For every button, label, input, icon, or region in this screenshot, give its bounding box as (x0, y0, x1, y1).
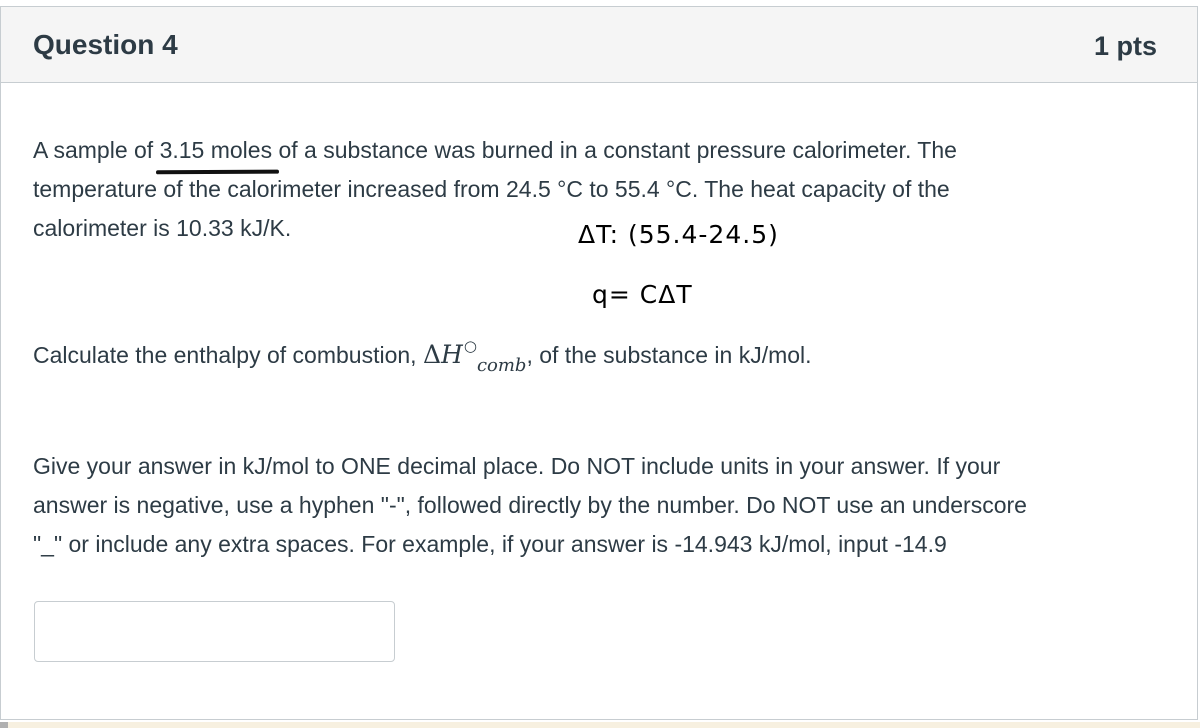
math-delta: Δ (422, 340, 442, 369)
math-sub-comb: comb (476, 355, 527, 376)
question-title: Question 4 (33, 29, 178, 60)
instruction-line-3: "_" or include any extra spaces. For example, if your answer is -14.943 kJ/mol, input -14.9 (33, 531, 947, 557)
bottom-strip (0, 722, 1200, 728)
answer-input[interactable] (34, 601, 395, 662)
text-sample-pre: A sample of (33, 137, 154, 163)
instruction-line-1: Give your answer in kJ/mol to ONE decimal place. Do NOT include units in your answer. If your (33, 453, 1001, 479)
text-calc-pre: Calculate the enthalpy of combustion, (33, 342, 417, 368)
text-calc-post: , of the substance in kJ/mol. (526, 342, 812, 368)
handwritten-q-formula-note: q= CΔT (592, 280, 693, 309)
bottom-strip-mark (0, 722, 8, 728)
question-text-line-1 (33, 131, 957, 170)
math-degree: ○ (463, 337, 477, 355)
math-h: H (441, 340, 463, 369)
handwritten-delta-t-note: ΔT: (55.4-24.5) (578, 220, 779, 249)
underlined-moles: 3.15 moles (160, 131, 273, 170)
delta-h-comb-formula (422, 337, 527, 376)
question-text-line-3: calorimeter is 10.33 kJ/K. (33, 215, 292, 241)
instruction-line-2: answer is negative, use a hyphen "-", followed directly by the number. Do NOT use an underscore (33, 492, 1027, 518)
question-points: 1 pts (1093, 31, 1157, 61)
question-header (1, 7, 1197, 83)
question-text-line-2: temperature of the calorimeter increased from 24.5 °C to 55.4 °C. The heat capacity of the (33, 176, 950, 202)
text-sample-post: of a substance was burned in a constant pressure calorimeter. The (278, 137, 957, 163)
question-text-line-4 (33, 327, 812, 386)
